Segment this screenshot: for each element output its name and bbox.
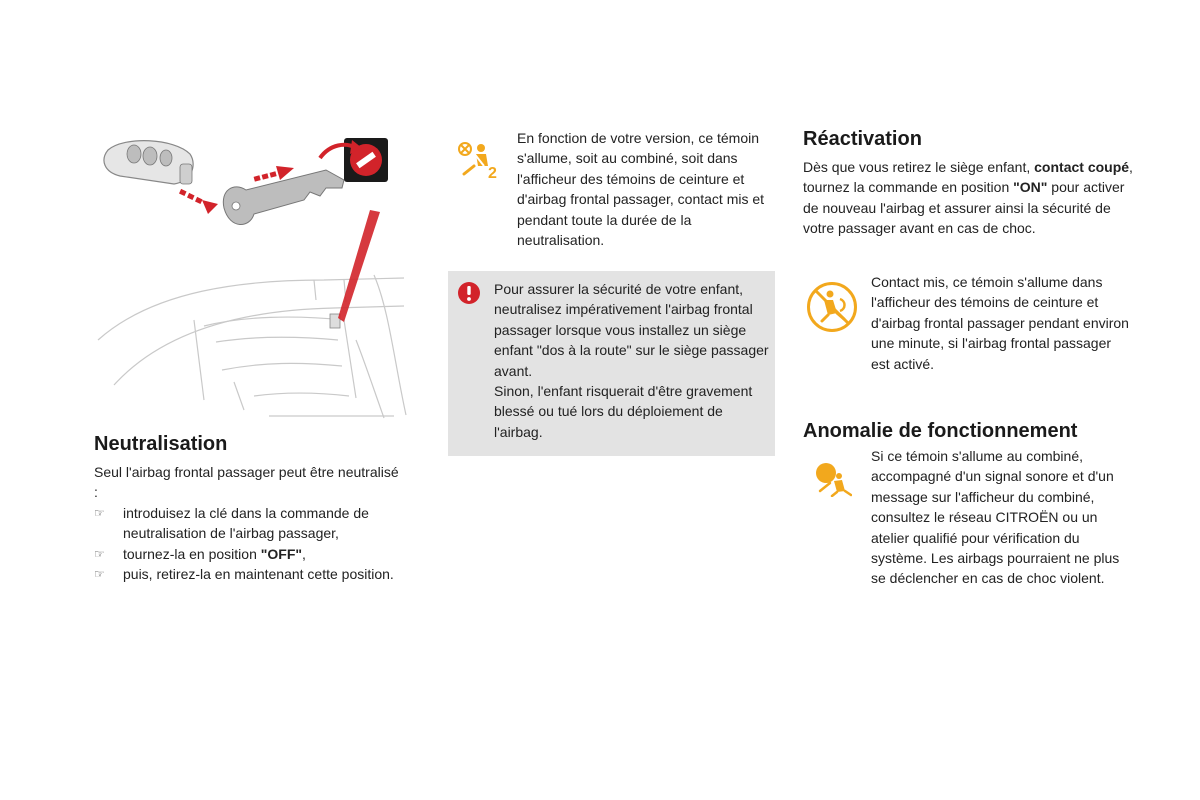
pointing-hand-icon: ☞	[94, 506, 105, 520]
pointing-hand-icon: ☞	[94, 546, 105, 561]
list-item: ☞ introduisez la clé dans la commande de neutralisation de l'airbag passager,	[94, 505, 369, 542]
anomaly-text: Si ce témoin s'allume au combiné, accompagné d'un signal sonore et d'un message sur l'afficheur du combiné, consultez le réseau CITROËN ou un atelier qualifié pour vérification du système. Les airbags pourraient ne plus se déclencher en cas de choc violent.	[871, 448, 1120, 587]
neutralisation-steps	[94, 503, 404, 585]
indicator-version-text: En fonction de votre version, ce témoin s'allume, soit au combiné, soit dans l'afficheur des témoins de ceinture et d'airbag frontal passager, contact mis et pendant toute la durée de la neutralisation.	[517, 130, 765, 249]
seatbelt-airbag-2-icon	[456, 140, 498, 180]
pointing-hand-icon: ☞	[94, 567, 105, 582]
passenger-airbag-off-icon	[806, 281, 858, 333]
airbag-key-switch-illustration	[94, 130, 410, 420]
list-item: ☞ puis, retirez-la en maintenant cette position.	[94, 564, 404, 584]
neutralisation-heading: Neutralisation	[94, 433, 228, 455]
exclamation-icon	[458, 282, 480, 304]
child-safety-warning-text: Pour assurer la sécurité de votre enfant, neutralisez impérativement l'airbag frontal passager lorsque vous installez un siège enfant "dos à la route" sur le siège passager avant. Sinon, l'enfant risquerait d'être gravement blessé ou tué lors du déploiement de l'airbag.	[494, 281, 769, 440]
list-item: ☞ tournez-la en position "OFF",	[94, 544, 404, 564]
anomaly-heading: Anomalie de fonctionnement	[803, 420, 1078, 442]
airbag-active-indicator-text: Contact mis, ce témoin s'allume dans l'afficheur des témoins de ceinture et d'airbag frontal passager pendant environ une minute, si l'airbag frontal passager est activé.	[871, 274, 1129, 372]
reactivation-text: Dès que vous retirez le siège enfant, contact coupé, tournez la commande en position "ON" pour activer de nouveau l'airbag et assurer ainsi la sécurité de votre passager avant en cas de choc.	[803, 159, 1133, 237]
airbag-fault-icon	[812, 461, 852, 497]
svg-text:2: 2	[488, 165, 497, 180]
reactivation-heading: Réactivation	[803, 128, 922, 150]
neutralisation-intro: Seul l'airbag frontal passager peut être neutralisé :	[94, 464, 399, 501]
